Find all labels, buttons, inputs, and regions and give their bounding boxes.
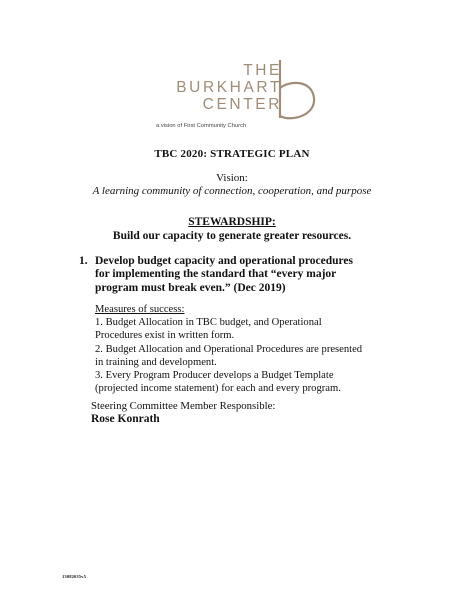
goal-line: for implementing the standard that “every major: [95, 268, 337, 281]
measure-line: 3. Every Program Producer develops a Budget Template: [95, 370, 334, 382]
logo-wordmark: [176, 62, 282, 113]
goal-line: program must break even.” (Dec 2019): [95, 281, 286, 294]
measures-of-success: [95, 303, 395, 395]
goal-text: [95, 255, 395, 295]
measure-line: 1. Budget Allocation in TBC budget, and Operational: [95, 317, 322, 329]
document-id: 13082635v5: [62, 574, 86, 579]
vision-statement: A learning community of connection, cooperation, and purpose: [92, 185, 372, 197]
measure-line: 2. Budget Allocation and Operational Procedures are presented: [95, 343, 363, 355]
measure-line: Procedures exist in written form.: [95, 330, 235, 342]
vision-label: Vision:: [216, 172, 248, 184]
section-subheading: Build our capacity to generate greater resources.: [112, 230, 352, 242]
logo-line-burkhart: BURKHART: [176, 79, 282, 96]
measure-line: (projected income statement) for each and every program.: [95, 383, 341, 395]
logo-line-the: THE: [243, 62, 282, 79]
logo-line-center: CENTER: [202, 96, 282, 113]
page-title: TBC 2020: STRATEGIC PLAN: [154, 148, 310, 160]
logo-tagline: a vision of First Community Church: [156, 123, 247, 129]
steering-committee-member: Rose Konrath: [91, 413, 160, 425]
section-heading: STEWARDSHIP:: [188, 216, 276, 228]
logo-b-mark-icon: [276, 58, 320, 122]
measures-heading: Measures of success:: [95, 304, 185, 315]
steering-committee-label: Steering Committee Member Responsible:: [91, 400, 276, 412]
goal-number: 1.: [79, 255, 88, 267]
goal-line: Develop budget capacity and operational procedures: [95, 255, 354, 267]
measure-line: in training and development.: [95, 356, 217, 368]
